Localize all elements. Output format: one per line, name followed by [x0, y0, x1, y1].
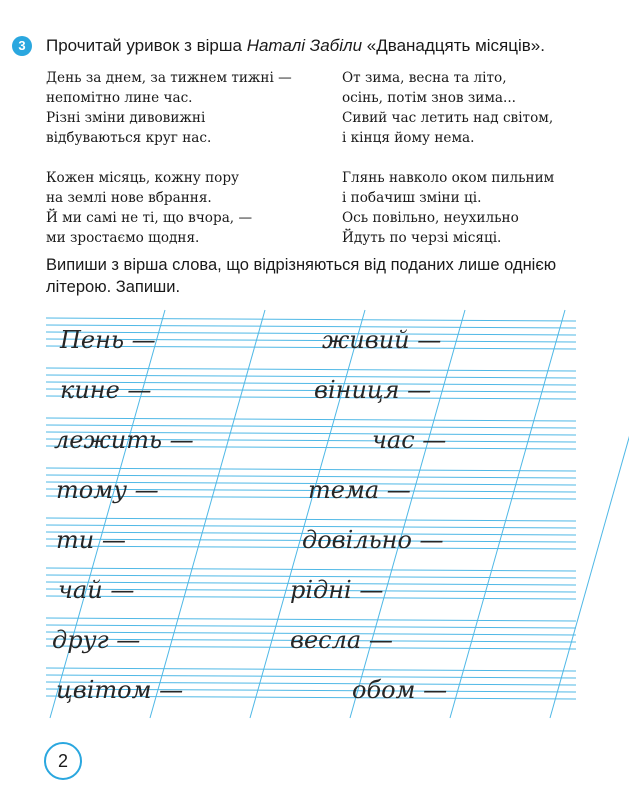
answer-right-6: рідні —: [290, 576, 384, 604]
slant-line: [350, 310, 465, 718]
task-number-badge: 3: [12, 36, 32, 56]
poem-line: Ось повільно, неухильно: [342, 210, 519, 226]
poem-line: і побачиш зміни ці.: [342, 190, 482, 206]
answer-right-7: весла —: [290, 626, 393, 654]
poem-line: і кінця йому нема.: [342, 130, 475, 146]
slant-line: [450, 310, 565, 718]
task-text-before: Прочитай уривок з вірша: [46, 36, 247, 55]
ruled-line: [46, 318, 576, 321]
ruled-line: [46, 418, 576, 421]
poem-line: Йдуть по черзі місяці.: [342, 230, 502, 246]
slant-line: [250, 310, 365, 718]
answer-right-4: тема —: [308, 476, 411, 504]
answer-left-8: цвітом —: [56, 676, 184, 704]
poem-line: Глянь навколо оком пильним: [342, 170, 555, 186]
task-text-after: «Дванадцять місяців».: [362, 36, 545, 55]
instruction-text: Випиши з вірша слова, що відрізняються від поданих лише однією літерою. Запиши.: [46, 256, 557, 296]
poem-line: відбуваються круг нас.: [46, 130, 212, 146]
answer-right-1: живий —: [322, 326, 442, 354]
answer-right-3: час —: [372, 426, 447, 454]
ruled-line: [46, 618, 576, 621]
answer-left-2: кине —: [60, 376, 152, 404]
poem-line: От зима, весна та літо,: [342, 70, 507, 86]
poem-line: Кожен місяць, кожну пору: [46, 170, 240, 186]
ruled-line: [46, 518, 576, 521]
answer-left-6: чай —: [58, 576, 135, 604]
answer-right-5: довільно —: [302, 526, 444, 554]
slant-line: [150, 310, 265, 718]
slant-line: [50, 310, 165, 718]
answer-left-5: ти —: [56, 526, 126, 554]
ruled-line: [46, 368, 576, 371]
poem-line: Сивий час летить над світом,: [342, 110, 554, 126]
poem-line: Різні зміни дивовижні: [46, 110, 206, 126]
poem-line: ми зростаємо щодня.: [46, 230, 200, 246]
ruled-line: [46, 668, 576, 671]
poem-line: Й ми самі не ті, що вчора, —: [46, 210, 253, 226]
page-number: 2: [44, 742, 82, 780]
ruled-line: [46, 568, 576, 571]
answer-left-1: Пень —: [60, 326, 156, 354]
ruled-line: [46, 468, 576, 471]
answer-left-3: лежить —: [54, 426, 194, 454]
poem-line: День за днем, за тижнем тижні —: [46, 70, 292, 86]
answer-right-2: віниця —: [314, 376, 432, 404]
answer-right-8: обом —: [352, 676, 448, 704]
poem-line: на землі нове вбрання.: [46, 190, 212, 206]
poem-line: непомітно лине час.: [46, 90, 193, 106]
poem-line: осінь, потім знов зима...: [342, 90, 517, 106]
answer-left-7: друг —: [52, 626, 141, 654]
answer-left-4: тому —: [56, 476, 159, 504]
task-author: Наталі Забіли: [246, 36, 363, 55]
